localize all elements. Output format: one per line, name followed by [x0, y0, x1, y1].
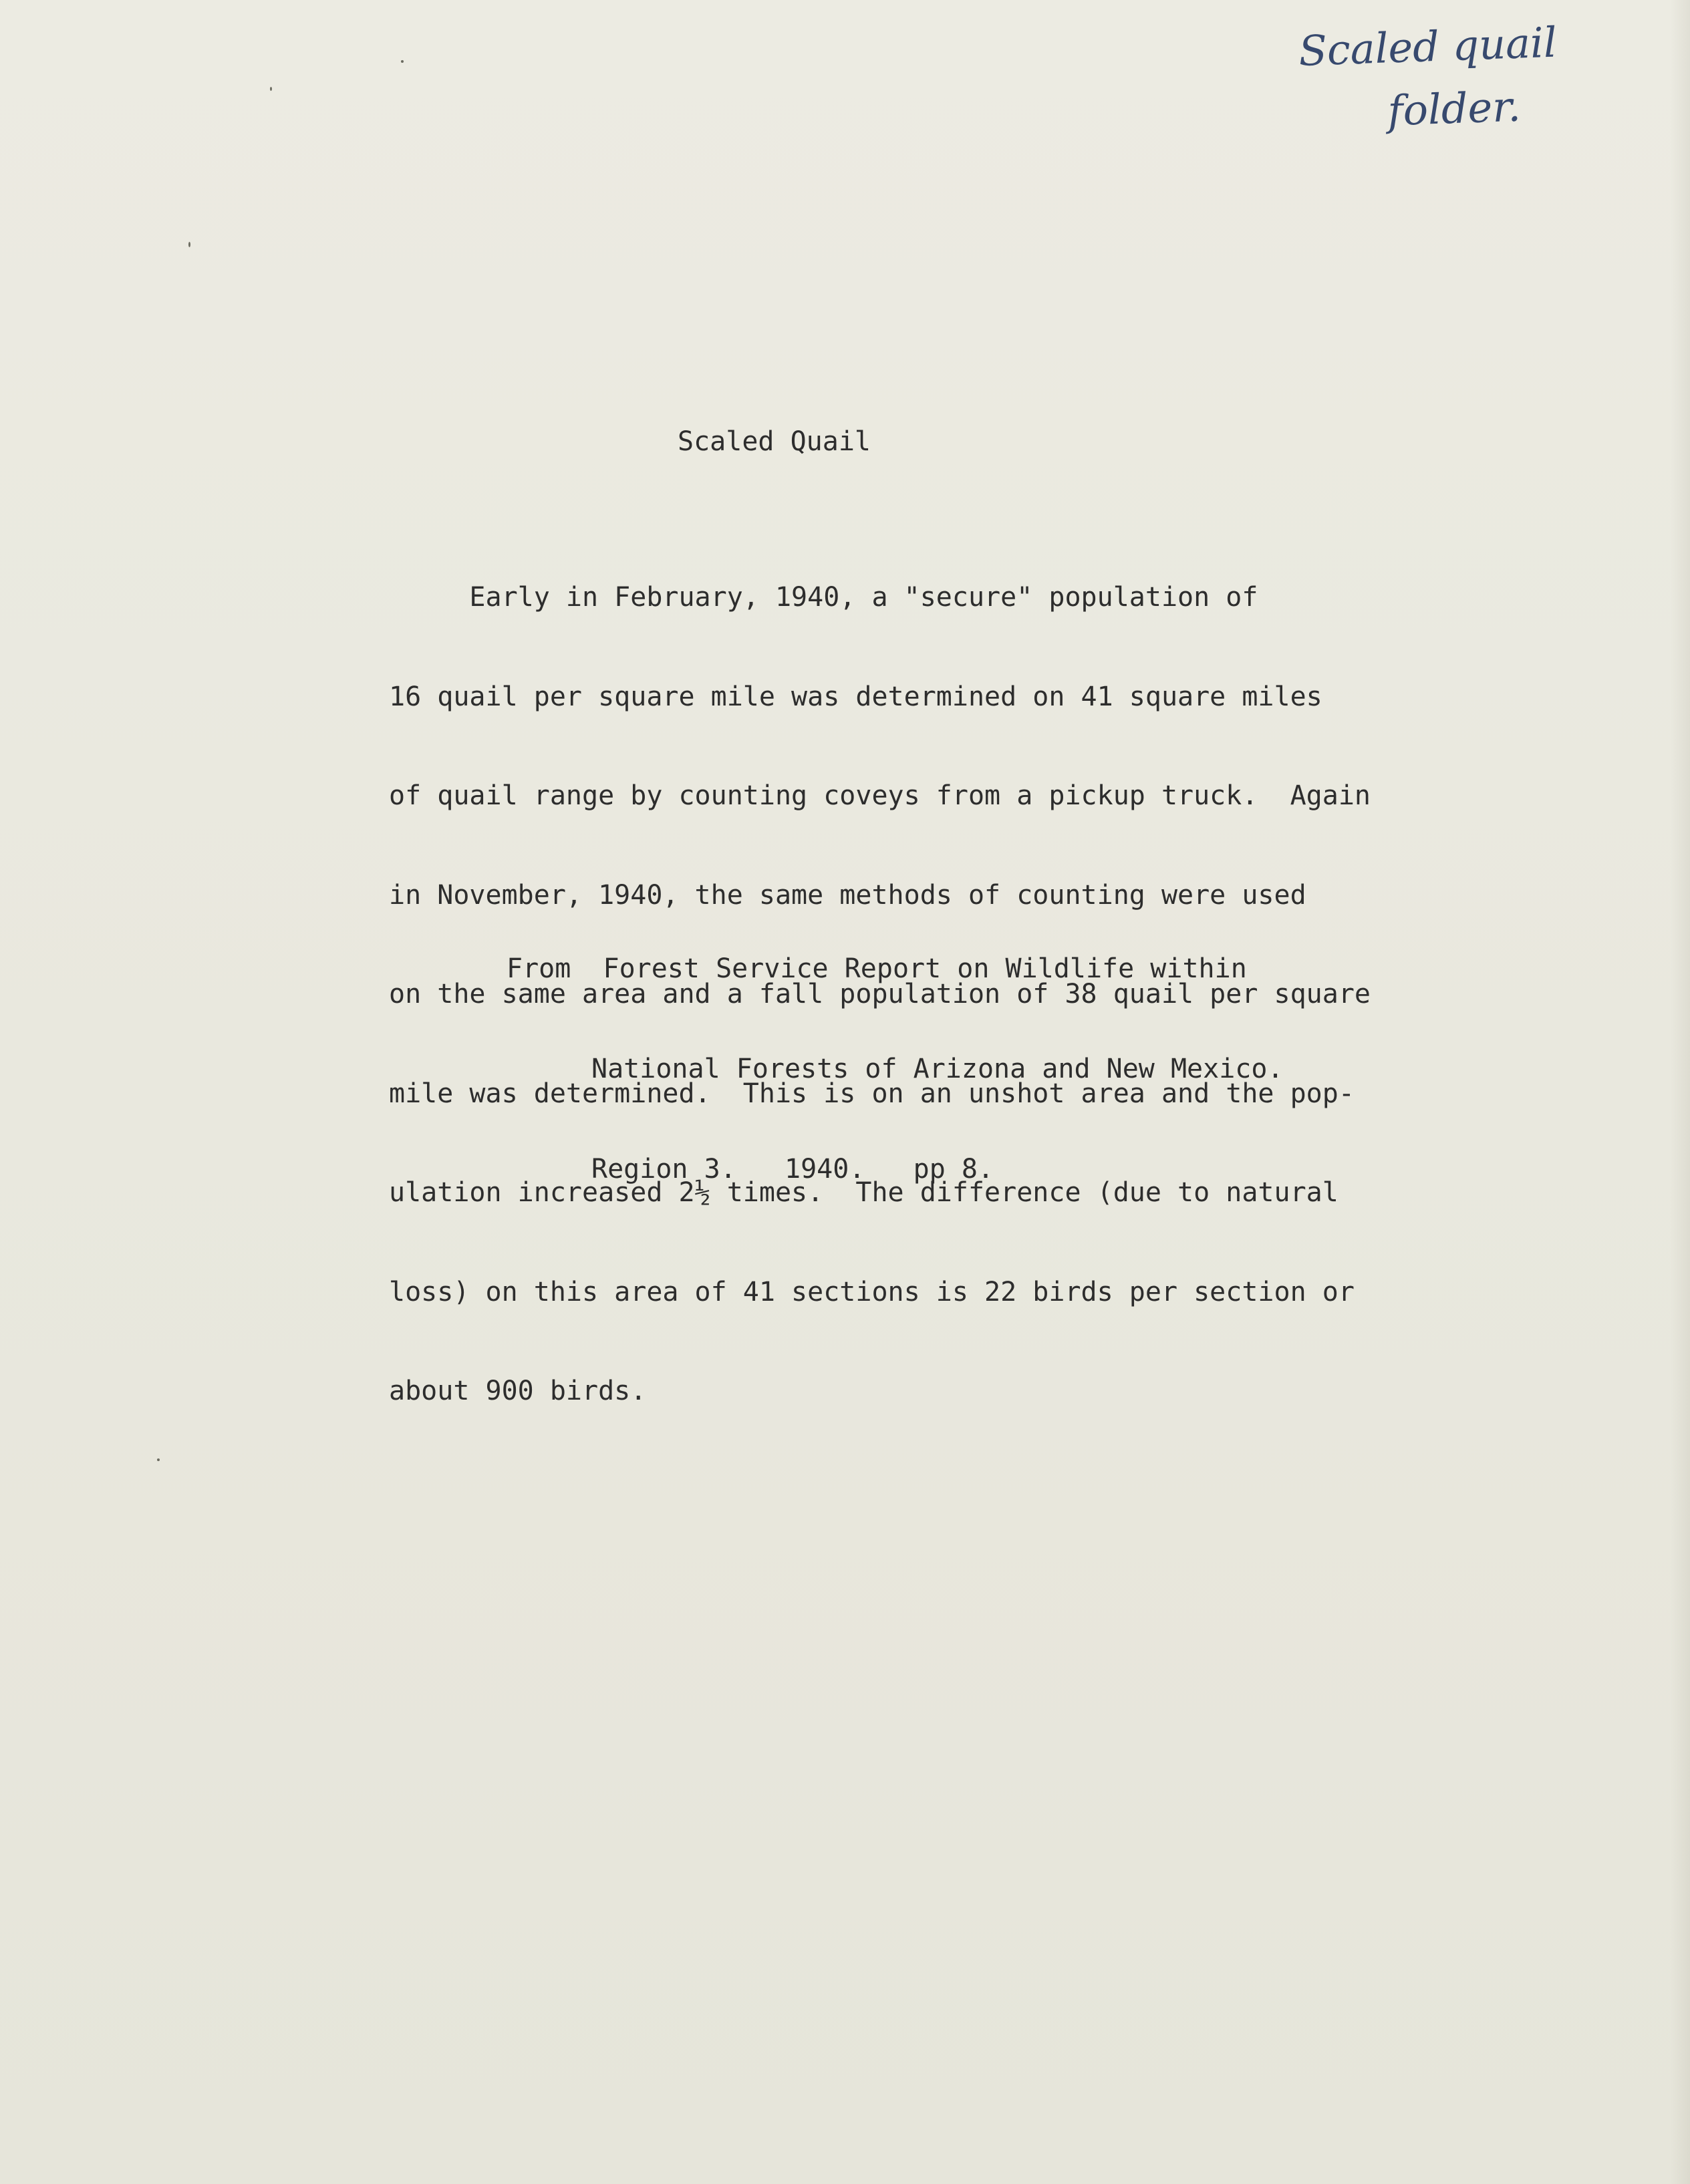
body-line: in November, 1940, the same methods of counting were used: [389, 879, 1306, 911]
paper-speck: [270, 87, 272, 91]
handwritten-note: [1298, 9, 1609, 146]
citation-line: From Forest Service Report on Wildlife within: [507, 953, 1247, 984]
body-line: about 900 birds.: [389, 1376, 647, 1406]
source-citation: [507, 885, 1284, 1253]
body-line: mile was determined. This is on an unshot area and the pop-: [389, 1078, 1355, 1109]
paper-speck: [157, 1458, 160, 1461]
paper-edge-shadow: [1670, 0, 1690, 2184]
handwritten-note-line: Scaled quail: [1298, 17, 1558, 76]
handwritten-note-line: folder.: [1387, 82, 1522, 136]
paper-speck: [401, 60, 404, 63]
paper-speck: [188, 242, 190, 247]
body-line: of quail range by counting coveys from a pickup truck. Again: [389, 780, 1371, 811]
body-line: 16 quail per square mile was determined on 41 square miles: [389, 681, 1322, 712]
citation-line: Region 3. 1940. pp 8.: [591, 1154, 994, 1185]
body-line: Early in February, 1940, a "secure" population of: [389, 582, 1258, 613]
body-line: ulation increased 2½ times. The difference (due to natural: [389, 1177, 1339, 1208]
citation-line: National Forests of Arizona and New Mexico.: [591, 1054, 1284, 1084]
body-line: on the same area and a fall population of 38 quail per square: [389, 979, 1371, 1009]
body-line: loss) on this area of 41 sections is 22 birds per section or: [389, 1276, 1355, 1307]
page-title: Scaled Quail: [678, 426, 871, 457]
